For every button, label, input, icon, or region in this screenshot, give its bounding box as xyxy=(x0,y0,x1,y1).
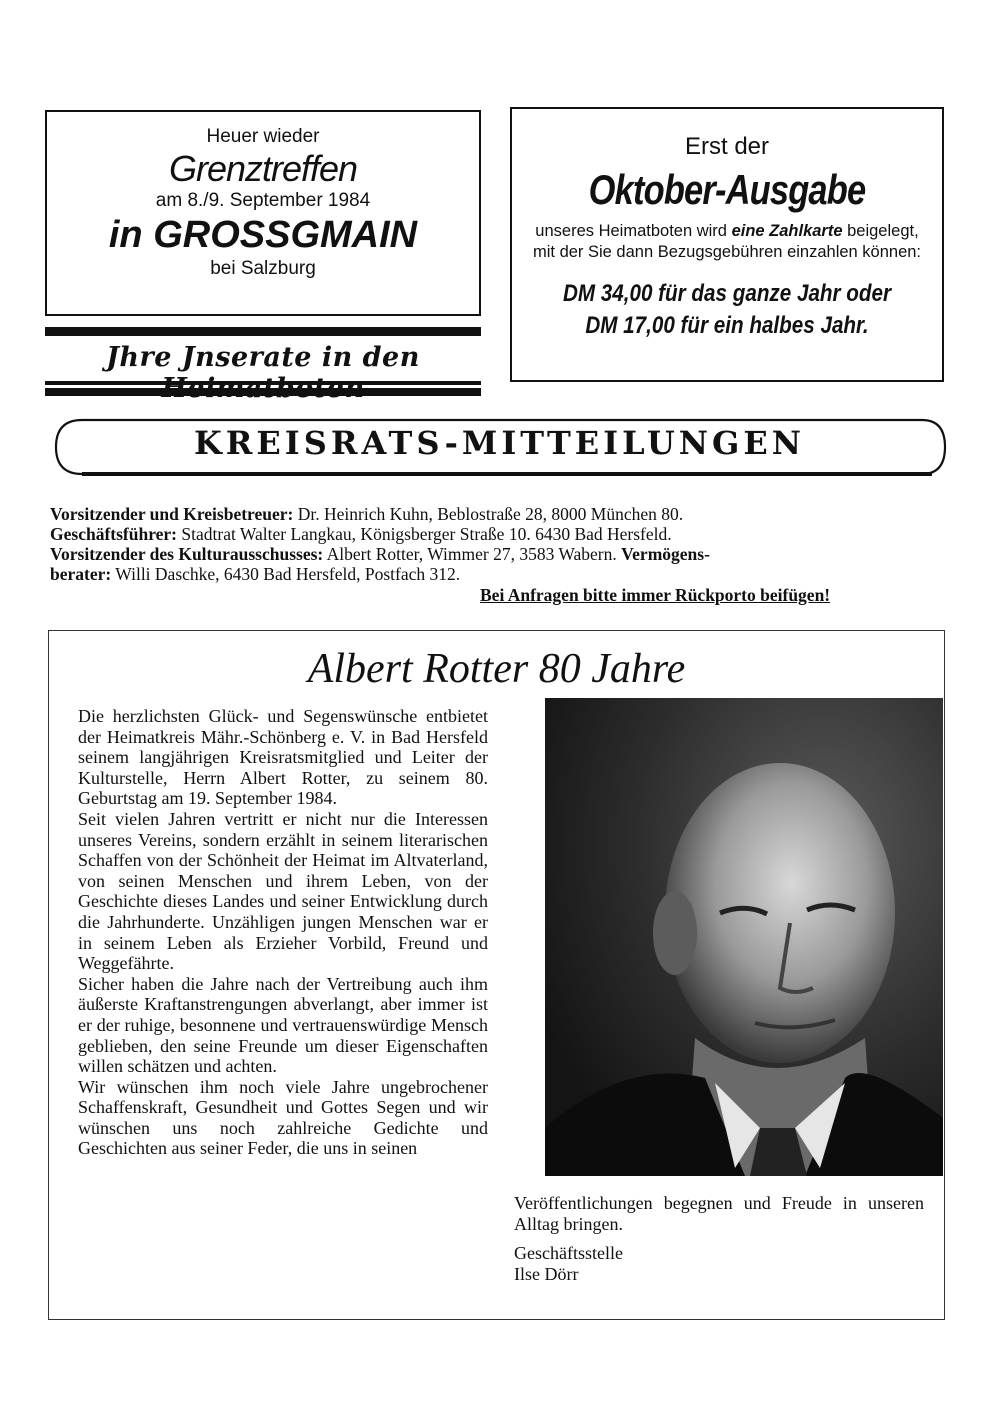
ad-oktober-price-full: DM 34,00 für das ganze Jahr oder xyxy=(562,280,892,307)
inserate-banner-text: Jhre Jnserate in den xyxy=(106,342,420,373)
ad-grenztreffen-date: am 8./9. September 1984 xyxy=(155,190,371,211)
ad-oktober-body-emph: eine Zahlkarte xyxy=(731,222,843,240)
ad-oktober-body-pre: unseres Heimatboten wird xyxy=(535,222,732,240)
info-label-chair: Vorsitzender und Kreisbetreuer: xyxy=(50,504,294,524)
info-label-assets-part2: berater: xyxy=(50,564,112,584)
article-continuation: Veröffentlichungen begegnen und Freude in unseren Alltag bringen. xyxy=(514,1193,924,1234)
article-signature-office: Geschäftsstelle xyxy=(514,1243,623,1263)
info-line-chair xyxy=(50,504,955,524)
kreisrats-banner-title: KREISRATS-MITTEILUNGEN xyxy=(193,424,806,462)
info-text-assets: Willi Daschke, 6430 Bad Hersfeld, Postfach 312. xyxy=(111,564,461,584)
info-text-culture: Albert Rotter, Wimmer 27, 3583 Wabern. xyxy=(323,544,622,564)
article-paragraph-4: Wir wünschen ihm noch viele Jahre ungebrochener Schaffenskraft, Gesundheit und Gottes Segen und wir wünschen uns noch zahlreiche Gedichte und Geschichten aus seiner Feder, die uns in seinen xyxy=(78,1076,488,1159)
info-line-assets xyxy=(50,564,955,584)
info-label-culture: Vorsitzender des Kulturausschusses: xyxy=(50,544,324,564)
ad-oktober-body xyxy=(512,221,942,263)
info-line-culture xyxy=(50,544,955,564)
portrait-photo xyxy=(545,698,943,1176)
ad-oktober-line1: Erst der xyxy=(684,133,770,160)
info-label-manager: Geschäftsführer: xyxy=(50,524,178,544)
article-signature-name: Ilse Dörr xyxy=(514,1264,579,1284)
ad-grenztreffen-headline: Grenztreffen xyxy=(168,148,358,189)
ad-oktober-body-post: beigelegt, mit der Sie dann Bezugsgebühren einzahlen können: xyxy=(532,222,922,261)
ad-grenztreffen-region: bei Salzburg xyxy=(210,258,316,279)
article-paragraph-3: Sicher haben die Jahre nach der Vertreibung auch ihm äußerste Kraftanstrengungen abverlangt, aber immer ist er der ruhige, besonnene und vertrauenswürdige Mensch geblieben, den seine Freunde um dieser Eigenschaften willen schätzen und achten. xyxy=(78,973,488,1077)
article-title: Albert Rotter 80 Jahre xyxy=(307,646,686,692)
article-body xyxy=(78,706,488,1159)
grenztreffen-ad-box xyxy=(45,110,481,316)
info-label-assets-part1: Vermögens- xyxy=(621,544,710,564)
inserate-bottom-rule-thick xyxy=(45,388,481,396)
ad-oktober-price-half: DM 17,00 für ein halbes Jahr. xyxy=(585,312,869,339)
ad-grenztreffen-location: in GROSSGMAIN xyxy=(108,214,418,256)
ad-grenztreffen-line1: Heuer wieder xyxy=(206,126,320,147)
article-paragraph-1: Die herzlichsten Glück- und Segenswünsche entbietet der Heimatkreis Mähr.-Schönberg e. V. in Bad Hersfeld seinem langjährigen Kreisratsmitglied und Leiter der Kulturstelle, Herrn Albert Rotter, zu seinem 80. Geburtstag am 19. September 1984. xyxy=(78,706,488,809)
article-paragraph-2: Seit vielen Jahren vertritt er nicht nur die Interessen unseres Vereins, sondern erzählt in seinem literarischen Schaffen von der Schönheit der Heimat im Altvaterland, von seinen Menschen und ihrem Leben, von der Geschichte dieses Landes und seiner Entwicklung durch die Jahrhunderte. Unzähligen jungen Menschen war er in seinem Leben als Erzieher Vorbild, Freund und Weggefährte. xyxy=(78,808,488,974)
return-postage-notice: Bei Anfragen bitte immer Rückporto beifügen! xyxy=(480,585,831,605)
kreisrat-contact-info xyxy=(50,504,955,584)
info-text-chair: Dr. Heinrich Kuhn, Beblostraße 28, 8000 München 80. xyxy=(293,504,684,524)
info-line-manager xyxy=(50,524,955,544)
oktober-ausgabe-ad-box xyxy=(510,107,944,382)
info-text-manager: Stadtrat Walter Langkau, Königsberger Straße 10. 6430 Bad Hersfeld. xyxy=(177,524,672,544)
portrait-illustration xyxy=(545,698,943,1176)
ad-oktober-headline: Oktober-Ausgabe xyxy=(588,166,866,213)
inserate-top-rule-thin xyxy=(45,333,481,336)
inserate-bottom-rule xyxy=(45,381,481,385)
